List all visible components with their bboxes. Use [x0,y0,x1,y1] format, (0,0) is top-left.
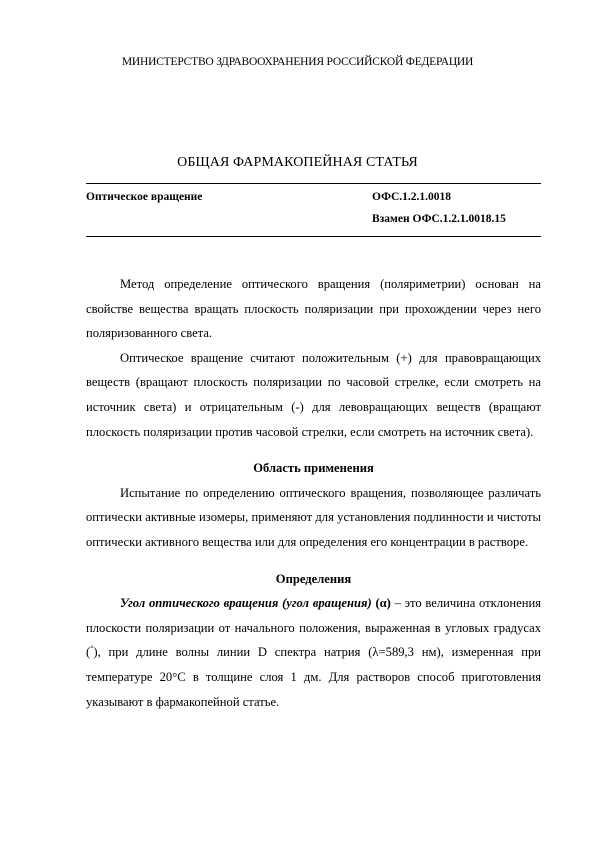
article-code: ОФС.1.2.1.0018 [372,191,452,203]
scope-heading: Область применения [253,461,374,476]
article-body [86,272,541,714]
header-rule-bottom [86,236,541,237]
definition-text-2: ), при длине волны линии D спектра натрия (λ=589,3 нм), измеренная при температуре 20°С в толщине слоя 1 дм. Для растворов способ приготовления указывают в фармакопейной статье. [86,645,541,709]
header-rule-top [86,183,541,184]
definition-term: Угол оптического вращения (угол вращения) [120,596,372,611]
scope-paragraph: Испытание по определению оптического вращения, позволяющее различать оптически активные изомеры, применяют для установления подлинности и чистоты оптически активного вещества или для определения его концентрации в растворе. [86,485,541,549]
degree-sign: ° [90,644,94,654]
ministry-title: МИНИСТЕРСТВО ЗДРАВООХРАНЕНИЯ РОССИЙСКОЙ ФЕДЕРАЦИИ [121,56,474,68]
document-type-title: ОБЩАЯ ФАРМАКОПЕЙНАЯ СТАТЬЯ [177,155,418,170]
intro-paragraph-2: Оптическое вращение считают положительным (+) для правовращающих веществ (вращают плоскость поляризации по часовой стрелке, если смотреть на источник света) и отрицательным (-) для левовращающих веществ (вращают плоскость поляризации против часовой стрелки, если смотреть на источник света). [86,350,541,439]
spacer [86,444,541,456]
definitions-heading: Определения [275,571,352,586]
definition-symbol: (α) [371,596,391,611]
spacer [86,555,541,567]
definition-paragraph [86,591,541,714]
article-replaces: Взамен ОФС.1.2.1.0018.15 [372,213,506,225]
definition-text-1: – это величина отклонения плоскости поляризации от начального положения, выраженная в угловых градусах ( [86,596,541,660]
intro-paragraph-1: Метод определение оптического вращения (поляриметрии) основан на свойстве вещества вращать плоскость поляризации при прохождении через него поляризованного света. [86,277,541,341]
article-name: Оптическое вращение [86,191,203,203]
